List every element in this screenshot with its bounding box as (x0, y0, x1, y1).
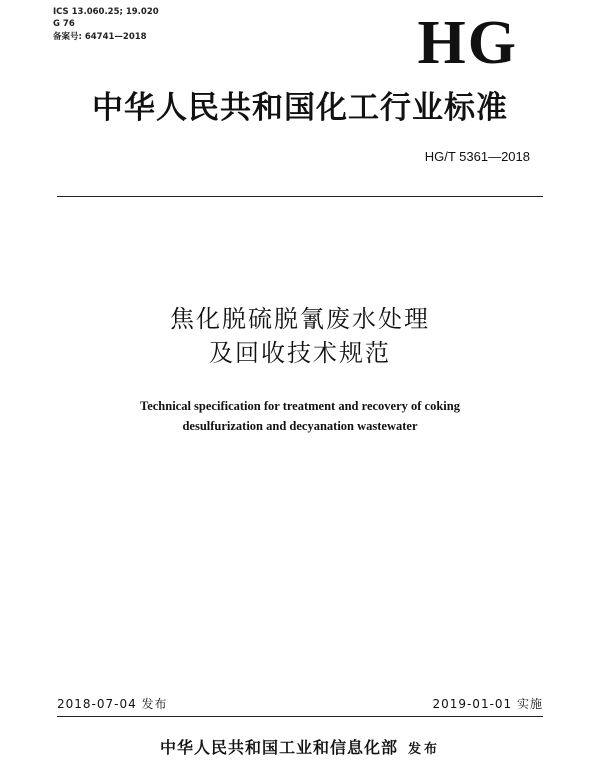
english-title-line-1: Technical specification for treatment and recovery of coking (140, 399, 460, 413)
english-title-line-2: desulfurization and decyanation wastewater (182, 419, 418, 433)
chinese-title-line-1: 焦化脱硫脱氰废水处理 (170, 305, 430, 333)
top-divider (57, 196, 543, 197)
classification-code: G 76 (53, 19, 75, 29)
publisher-line (0, 737, 600, 761)
hg-logo: HG (417, 9, 518, 77)
bottom-divider (57, 716, 543, 717)
implementation-date: 2019-01-01 实施 (432, 697, 543, 711)
issue-date: 2018-07-04 发布 (57, 697, 168, 711)
record-number: 备案号: 64741—2018 (53, 32, 147, 42)
publisher-name: 中华人民共和国工业和信息化部 (159, 738, 398, 757)
standard-category-title: 中华人民共和国化工行业标准 (92, 90, 508, 126)
publisher-suffix: 发布 (408, 742, 441, 757)
chinese-title-line-2: 及回收技术规范 (209, 339, 391, 367)
ics-code: ICS 13.060.25; 19.020 (53, 7, 159, 17)
standard-number: HG/T 5361—2018 (424, 149, 530, 164)
